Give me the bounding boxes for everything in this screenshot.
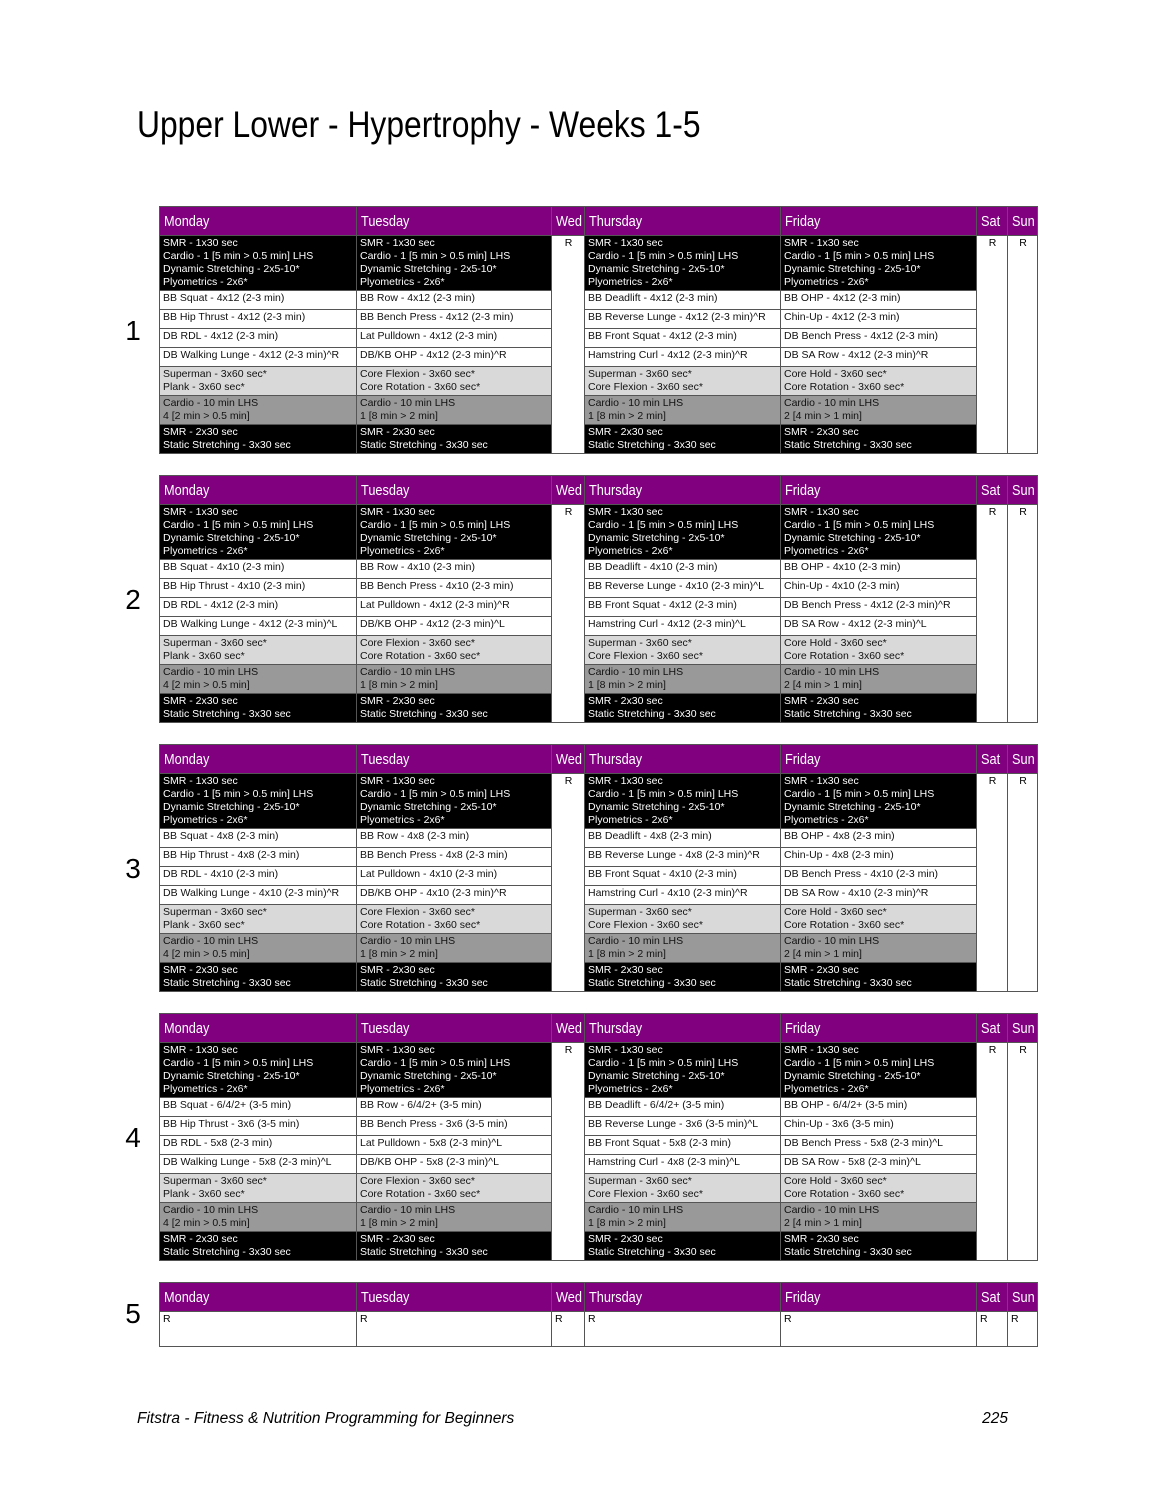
exercise-cell: DB Walking Lunge - 4x12 (2-3 min)^L	[160, 617, 357, 636]
week-number: 4	[125, 1122, 141, 1153]
exercise-cell: Lat Pulldown - 5x8 (2-3 min)^L	[357, 1136, 552, 1155]
cardio-cell: Cardio - 10 min LHS 1 [8 min > 2 min]	[585, 665, 781, 694]
cardio-cell: Cardio - 10 min LHS 4 [2 min > 0.5 min]	[160, 665, 357, 694]
core-cell: Superman - 3x60 sec* Plank - 3x60 sec*	[160, 905, 357, 934]
core-cell: Superman - 3x60 sec* Plank - 3x60 sec*	[160, 1174, 357, 1203]
warmup-cell: SMR - 1x30 sec Cardio - 1 [5 min > 0.5 min] LHS Dynamic Stretching - 2x5-10* Plyometrics - 2x6*	[160, 774, 357, 829]
warmup-cell: SMR - 1x30 sec Cardio - 1 [5 min > 0.5 min] LHS Dynamic Stretching - 2x5-10* Plyometrics - 2x6*	[357, 1043, 552, 1098]
cooldown-cell: SMR - 2x30 sec Static Stretching - 3x30 sec	[781, 425, 977, 454]
core-cell: Core Flexion - 3x60 sec* Core Rotation - 3x60 sec*	[357, 367, 552, 396]
day-header: Sun	[1008, 745, 1038, 774]
cardio-cell: Cardio - 10 min LHS 4 [2 min > 0.5 min]	[160, 396, 357, 425]
warmup-cell: SMR - 1x30 sec Cardio - 1 [5 min > 0.5 min] LHS Dynamic Stretching - 2x5-10* Plyometrics - 2x6*	[781, 505, 977, 560]
day-header: Friday	[781, 745, 977, 774]
week-table	[159, 1013, 1038, 1261]
exercise-cell: DB RDL - 4x12 (2-3 min)	[160, 598, 357, 617]
day-header: Wed	[552, 1283, 585, 1312]
exercise-cell: BB OHP - 4x10 (2-3 min)	[781, 560, 977, 579]
core-cell: Core Flexion - 3x60 sec* Core Rotation - 3x60 sec*	[357, 1174, 552, 1203]
day-header: Monday	[160, 1014, 357, 1043]
rest-day-cell: R	[585, 1312, 781, 1347]
day-header: Monday	[160, 207, 357, 236]
warmup-cell: SMR - 1x30 sec Cardio - 1 [5 min > 0.5 min] LHS Dynamic Stretching - 2x5-10* Plyometrics - 2x6*	[781, 1043, 977, 1098]
rest-day-cell: R	[977, 774, 1008, 992]
day-header: Tuesday	[357, 207, 552, 236]
exercise-cell: Chin-Up - 4x12 (2-3 min)	[781, 310, 977, 329]
exercise-cell: DB RDL - 4x10 (2-3 min)	[160, 867, 357, 886]
exercise-cell: BB Squat - 4x8 (2-3 min)	[160, 829, 357, 848]
exercise-cell: DB/KB OHP - 5x8 (2-3 min)^L	[357, 1155, 552, 1174]
exercise-cell: DB SA Row - 4x12 (2-3 min)^L	[781, 617, 977, 636]
core-cell: Superman - 3x60 sec* Plank - 3x60 sec*	[160, 636, 357, 665]
cardio-cell: Cardio - 10 min LHS 2 [4 min > 1 min]	[781, 665, 977, 694]
cooldown-cell: SMR - 2x30 sec Static Stretching - 3x30 sec	[781, 963, 977, 992]
rest-day-cell: R	[552, 1312, 585, 1347]
core-cell: Core Hold - 3x60 sec* Core Rotation - 3x60 sec*	[781, 1174, 977, 1203]
day-header: Wed	[552, 1014, 585, 1043]
core-cell: Superman - 3x60 sec* Core Flexion - 3x60 sec*	[585, 367, 781, 396]
day-header: Thursday	[585, 207, 781, 236]
cooldown-cell: SMR - 2x30 sec Static Stretching - 3x30 sec	[585, 694, 781, 723]
rest-day-cell: R	[977, 505, 1008, 723]
warmup-cell: SMR - 1x30 sec Cardio - 1 [5 min > 0.5 min] LHS Dynamic Stretching - 2x5-10* Plyometrics - 2x6*	[585, 774, 781, 829]
cardio-cell: Cardio - 10 min LHS 4 [2 min > 0.5 min]	[160, 934, 357, 963]
exercise-cell: DB RDL - 5x8 (2-3 min)	[160, 1136, 357, 1155]
core-cell: Core Flexion - 3x60 sec* Core Rotation - 3x60 sec*	[357, 636, 552, 665]
page-title: Upper Lower - Hypertrophy - Weeks 1-5	[137, 104, 701, 145]
exercise-cell: BB OHP - 6/4/2+ (3-5 min)	[781, 1098, 977, 1117]
week-table	[159, 475, 1038, 723]
day-header: Sat	[977, 745, 1008, 774]
warmup-cell: SMR - 1x30 sec Cardio - 1 [5 min > 0.5 min] LHS Dynamic Stretching - 2x5-10* Plyometrics - 2x6*	[585, 505, 781, 560]
core-cell: Superman - 3x60 sec* Core Flexion - 3x60 sec*	[585, 905, 781, 934]
cooldown-cell: SMR - 2x30 sec Static Stretching - 3x30 sec	[781, 694, 977, 723]
exercise-cell: BB OHP - 4x12 (2-3 min)	[781, 291, 977, 310]
warmup-cell: SMR - 1x30 sec Cardio - 1 [5 min > 0.5 min] LHS Dynamic Stretching - 2x5-10* Plyometrics - 2x6*	[160, 1043, 357, 1098]
cooldown-cell: SMR - 2x30 sec Static Stretching - 3x30 sec	[585, 963, 781, 992]
rest-day-cell: R	[552, 236, 585, 454]
cardio-cell: Cardio - 10 min LHS 4 [2 min > 0.5 min]	[160, 1203, 357, 1232]
cardio-cell: Cardio - 10 min LHS 1 [8 min > 2 min]	[585, 396, 781, 425]
rest-day-cell: R	[357, 1312, 552, 1347]
cardio-cell: Cardio - 10 min LHS 1 [8 min > 2 min]	[357, 665, 552, 694]
day-header: Friday	[781, 1014, 977, 1043]
day-header: Sat	[977, 1283, 1008, 1312]
day-header: Wed	[552, 476, 585, 505]
exercise-cell: DB Bench Press - 4x10 (2-3 min)	[781, 867, 977, 886]
exercise-cell: DB SA Row - 4x10 (2-3 min)^R	[781, 886, 977, 905]
exercise-cell: BB Front Squat - 4x12 (2-3 min)	[585, 598, 781, 617]
cardio-cell: Cardio - 10 min LHS 1 [8 min > 2 min]	[357, 396, 552, 425]
exercise-cell: BB Reverse Lunge - 4x10 (2-3 min)^L	[585, 579, 781, 598]
exercise-cell: BB Row - 4x10 (2-3 min)	[357, 560, 552, 579]
warmup-cell: SMR - 1x30 sec Cardio - 1 [5 min > 0.5 min] LHS Dynamic Stretching - 2x5-10* Plyometrics - 2x6*	[781, 774, 977, 829]
warmup-cell: SMR - 1x30 sec Cardio - 1 [5 min > 0.5 min] LHS Dynamic Stretching - 2x5-10* Plyometrics - 2x6*	[357, 505, 552, 560]
exercise-cell: BB Deadlift - 6/4/2+ (3-5 min)	[585, 1098, 781, 1117]
day-header: Monday	[160, 745, 357, 774]
day-header: Sun	[1008, 207, 1038, 236]
cooldown-cell: SMR - 2x30 sec Static Stretching - 3x30 sec	[357, 425, 552, 454]
day-header: Monday	[160, 1283, 357, 1312]
core-cell: Superman - 3x60 sec* Core Flexion - 3x60 sec*	[585, 1174, 781, 1203]
week-number: 5	[125, 1298, 141, 1329]
exercise-cell: BB Deadlift - 4x10 (2-3 min)	[585, 560, 781, 579]
warmup-cell: SMR - 1x30 sec Cardio - 1 [5 min > 0.5 min] LHS Dynamic Stretching - 2x5-10* Plyometrics - 2x6*	[160, 236, 357, 291]
exercise-cell: BB Hip Thrust - 4x10 (2-3 min)	[160, 579, 357, 598]
exercise-cell: BB Hip Thrust - 3x6 (3-5 min)	[160, 1117, 357, 1136]
exercise-cell: BB OHP - 4x8 (2-3 min)	[781, 829, 977, 848]
cardio-cell: Cardio - 10 min LHS 1 [8 min > 2 min]	[585, 934, 781, 963]
rest-day-cell: R	[160, 1312, 357, 1347]
exercise-cell: BB Deadlift - 4x12 (2-3 min)	[585, 291, 781, 310]
core-cell: Superman - 3x60 sec* Plank - 3x60 sec*	[160, 367, 357, 396]
week-number: 3	[125, 853, 141, 884]
day-header: Thursday	[585, 745, 781, 774]
core-cell: Core Hold - 3x60 sec* Core Rotation - 3x60 sec*	[781, 367, 977, 396]
warmup-cell: SMR - 1x30 sec Cardio - 1 [5 min > 0.5 min] LHS Dynamic Stretching - 2x5-10* Plyometrics - 2x6*	[357, 774, 552, 829]
day-header: Friday	[781, 207, 977, 236]
cooldown-cell: SMR - 2x30 sec Static Stretching - 3x30 sec	[585, 425, 781, 454]
rest-day-cell: R	[1008, 236, 1038, 454]
cardio-cell: Cardio - 10 min LHS 2 [4 min > 1 min]	[781, 396, 977, 425]
exercise-cell: DB Bench Press - 5x8 (2-3 min)^L	[781, 1136, 977, 1155]
day-header: Sat	[977, 476, 1008, 505]
day-header: Wed	[552, 745, 585, 774]
week-table	[159, 206, 1038, 454]
day-header: Sat	[977, 1014, 1008, 1043]
day-header: Sun	[1008, 1014, 1038, 1043]
exercise-cell: BB Bench Press - 4x12 (2-3 min)	[357, 310, 552, 329]
day-header: Sat	[977, 207, 1008, 236]
exercise-cell: DB Walking Lunge - 4x10 (2-3 min)^R	[160, 886, 357, 905]
exercise-cell: Chin-Up - 4x8 (2-3 min)	[781, 848, 977, 867]
exercise-cell: DB/KB OHP - 4x12 (2-3 min)^R	[357, 348, 552, 367]
exercise-cell: BB Front Squat - 4x10 (2-3 min)	[585, 867, 781, 886]
day-header: Wed	[552, 207, 585, 236]
exercise-cell: DB Walking Lunge - 5x8 (2-3 min)^L	[160, 1155, 357, 1174]
cooldown-cell: SMR - 2x30 sec Static Stretching - 3x30 sec	[357, 1232, 552, 1261]
cardio-cell: Cardio - 10 min LHS 2 [4 min > 1 min]	[781, 934, 977, 963]
day-header: Tuesday	[357, 1283, 552, 1312]
cooldown-cell: SMR - 2x30 sec Static Stretching - 3x30 sec	[160, 425, 357, 454]
cooldown-cell: SMR - 2x30 sec Static Stretching - 3x30 sec	[357, 963, 552, 992]
exercise-cell: BB Squat - 4x10 (2-3 min)	[160, 560, 357, 579]
cardio-cell: Cardio - 10 min LHS 1 [8 min > 2 min]	[585, 1203, 781, 1232]
warmup-cell: SMR - 1x30 sec Cardio - 1 [5 min > 0.5 min] LHS Dynamic Stretching - 2x5-10* Plyometrics - 2x6*	[357, 236, 552, 291]
core-cell: Core Flexion - 3x60 sec* Core Rotation - 3x60 sec*	[357, 905, 552, 934]
rest-day-cell: R	[977, 236, 1008, 454]
exercise-cell: BB Squat - 4x12 (2-3 min)	[160, 291, 357, 310]
day-header: Sun	[1008, 1283, 1038, 1312]
exercise-cell: BB Bench Press - 3x6 (3-5 min)	[357, 1117, 552, 1136]
exercise-cell: BB Front Squat - 4x12 (2-3 min)	[585, 329, 781, 348]
exercise-cell: Hamstring Curl - 4x10 (2-3 min)^R	[585, 886, 781, 905]
exercise-cell: Hamstring Curl - 4x12 (2-3 min)^R	[585, 348, 781, 367]
cooldown-cell: SMR - 2x30 sec Static Stretching - 3x30 sec	[357, 694, 552, 723]
day-header: Friday	[781, 1283, 977, 1312]
exercise-cell: BB Hip Thrust - 4x8 (2-3 min)	[160, 848, 357, 867]
core-cell: Superman - 3x60 sec* Core Flexion - 3x60 sec*	[585, 636, 781, 665]
exercise-cell: DB Bench Press - 4x12 (2-3 min)^R	[781, 598, 977, 617]
rest-day-cell: R	[552, 505, 585, 723]
day-header: Friday	[781, 476, 977, 505]
core-cell: Core Hold - 3x60 sec* Core Rotation - 3x60 sec*	[781, 636, 977, 665]
day-header: Thursday	[585, 476, 781, 505]
cooldown-cell: SMR - 2x30 sec Static Stretching - 3x30 sec	[585, 1232, 781, 1261]
exercise-cell: BB Bench Press - 4x8 (2-3 min)	[357, 848, 552, 867]
exercise-cell: BB Reverse Lunge - 4x8 (2-3 min)^R	[585, 848, 781, 867]
day-header: Thursday	[585, 1283, 781, 1312]
exercise-cell: BB Reverse Lunge - 4x12 (2-3 min)^R	[585, 310, 781, 329]
core-cell: Core Hold - 3x60 sec* Core Rotation - 3x60 sec*	[781, 905, 977, 934]
day-header: Sun	[1008, 476, 1038, 505]
cooldown-cell: SMR - 2x30 sec Static Stretching - 3x30 sec	[160, 963, 357, 992]
day-header: Thursday	[585, 1014, 781, 1043]
exercise-cell: BB Deadlift - 4x8 (2-3 min)	[585, 829, 781, 848]
day-header: Tuesday	[357, 745, 552, 774]
warmup-cell: SMR - 1x30 sec Cardio - 1 [5 min > 0.5 min] LHS Dynamic Stretching - 2x5-10* Plyometrics - 2x6*	[585, 236, 781, 291]
day-header: Monday	[160, 476, 357, 505]
exercise-cell: DB/KB OHP - 4x12 (2-3 min)^L	[357, 617, 552, 636]
rest-day-cell: R	[781, 1312, 977, 1347]
footer-book-title: Fitstra - Fitness & Nutrition Programming for Beginners	[137, 1410, 515, 1427]
warmup-cell: SMR - 1x30 sec Cardio - 1 [5 min > 0.5 min] LHS Dynamic Stretching - 2x5-10* Plyometrics - 2x6*	[781, 236, 977, 291]
cooldown-cell: SMR - 2x30 sec Static Stretching - 3x30 sec	[781, 1232, 977, 1261]
week-number: 2	[125, 584, 141, 615]
rest-day-cell: R	[1008, 774, 1038, 992]
cooldown-cell: SMR - 2x30 sec Static Stretching - 3x30 sec	[160, 1232, 357, 1261]
rest-day-cell: R	[552, 774, 585, 992]
exercise-cell: BB Squat - 6/4/2+ (3-5 min)	[160, 1098, 357, 1117]
week-table	[159, 744, 1038, 992]
warmup-cell: SMR - 1x30 sec Cardio - 1 [5 min > 0.5 min] LHS Dynamic Stretching - 2x5-10* Plyometrics - 2x6*	[585, 1043, 781, 1098]
week-table	[159, 1282, 1038, 1347]
cardio-cell: Cardio - 10 min LHS 1 [8 min > 2 min]	[357, 1203, 552, 1232]
exercise-cell: DB Bench Press - 4x12 (2-3 min)	[781, 329, 977, 348]
exercise-cell: Chin-Up - 3x6 (3-5 min)	[781, 1117, 977, 1136]
exercise-cell: BB Hip Thrust - 4x12 (2-3 min)	[160, 310, 357, 329]
cooldown-cell: SMR - 2x30 sec Static Stretching - 3x30 sec	[160, 694, 357, 723]
exercise-cell: BB Bench Press - 4x10 (2-3 min)	[357, 579, 552, 598]
week-number: 1	[125, 315, 141, 346]
cardio-cell: Cardio - 10 min LHS 2 [4 min > 1 min]	[781, 1203, 977, 1232]
rest-day-cell: R	[977, 1312, 1008, 1347]
exercise-cell: DB Walking Lunge - 4x12 (2-3 min)^R	[160, 348, 357, 367]
exercise-cell: DB/KB OHP - 4x10 (2-3 min)^R	[357, 886, 552, 905]
exercise-cell: BB Front Squat - 5x8 (2-3 min)	[585, 1136, 781, 1155]
exercise-cell: DB RDL - 4x12 (2-3 min)	[160, 329, 357, 348]
day-header: Tuesday	[357, 1014, 552, 1043]
exercise-cell: DB SA Row - 5x8 (2-3 min)^L	[781, 1155, 977, 1174]
exercise-cell: Lat Pulldown - 4x10 (2-3 min)	[357, 867, 552, 886]
rest-day-cell: R	[1008, 1312, 1038, 1347]
rest-day-cell: R	[1008, 505, 1038, 723]
exercise-cell: Lat Pulldown - 4x12 (2-3 min)^R	[357, 598, 552, 617]
rest-day-cell: R	[1008, 1043, 1038, 1261]
exercise-cell: Chin-Up - 4x10 (2-3 min)	[781, 579, 977, 598]
exercise-cell: Hamstring Curl - 4x12 (2-3 min)^L	[585, 617, 781, 636]
exercise-cell: Lat Pulldown - 4x12 (2-3 min)	[357, 329, 552, 348]
rest-day-cell: R	[977, 1043, 1008, 1261]
rest-day-cell: R	[552, 1043, 585, 1261]
exercise-cell: BB Reverse Lunge - 3x6 (3-5 min)^L	[585, 1117, 781, 1136]
exercise-cell: BB Row - 4x8 (2-3 min)	[357, 829, 552, 848]
exercise-cell: Hamstring Curl - 4x8 (2-3 min)^L	[585, 1155, 781, 1174]
warmup-cell: SMR - 1x30 sec Cardio - 1 [5 min > 0.5 min] LHS Dynamic Stretching - 2x5-10* Plyometrics - 2x6*	[160, 505, 357, 560]
cardio-cell: Cardio - 10 min LHS 1 [8 min > 2 min]	[357, 934, 552, 963]
exercise-cell: BB Row - 6/4/2+ (3-5 min)	[357, 1098, 552, 1117]
exercise-cell: DB SA Row - 4x12 (2-3 min)^R	[781, 348, 977, 367]
day-header: Tuesday	[357, 476, 552, 505]
page-number: 225	[982, 1410, 1008, 1427]
exercise-cell: BB Row - 4x12 (2-3 min)	[357, 291, 552, 310]
